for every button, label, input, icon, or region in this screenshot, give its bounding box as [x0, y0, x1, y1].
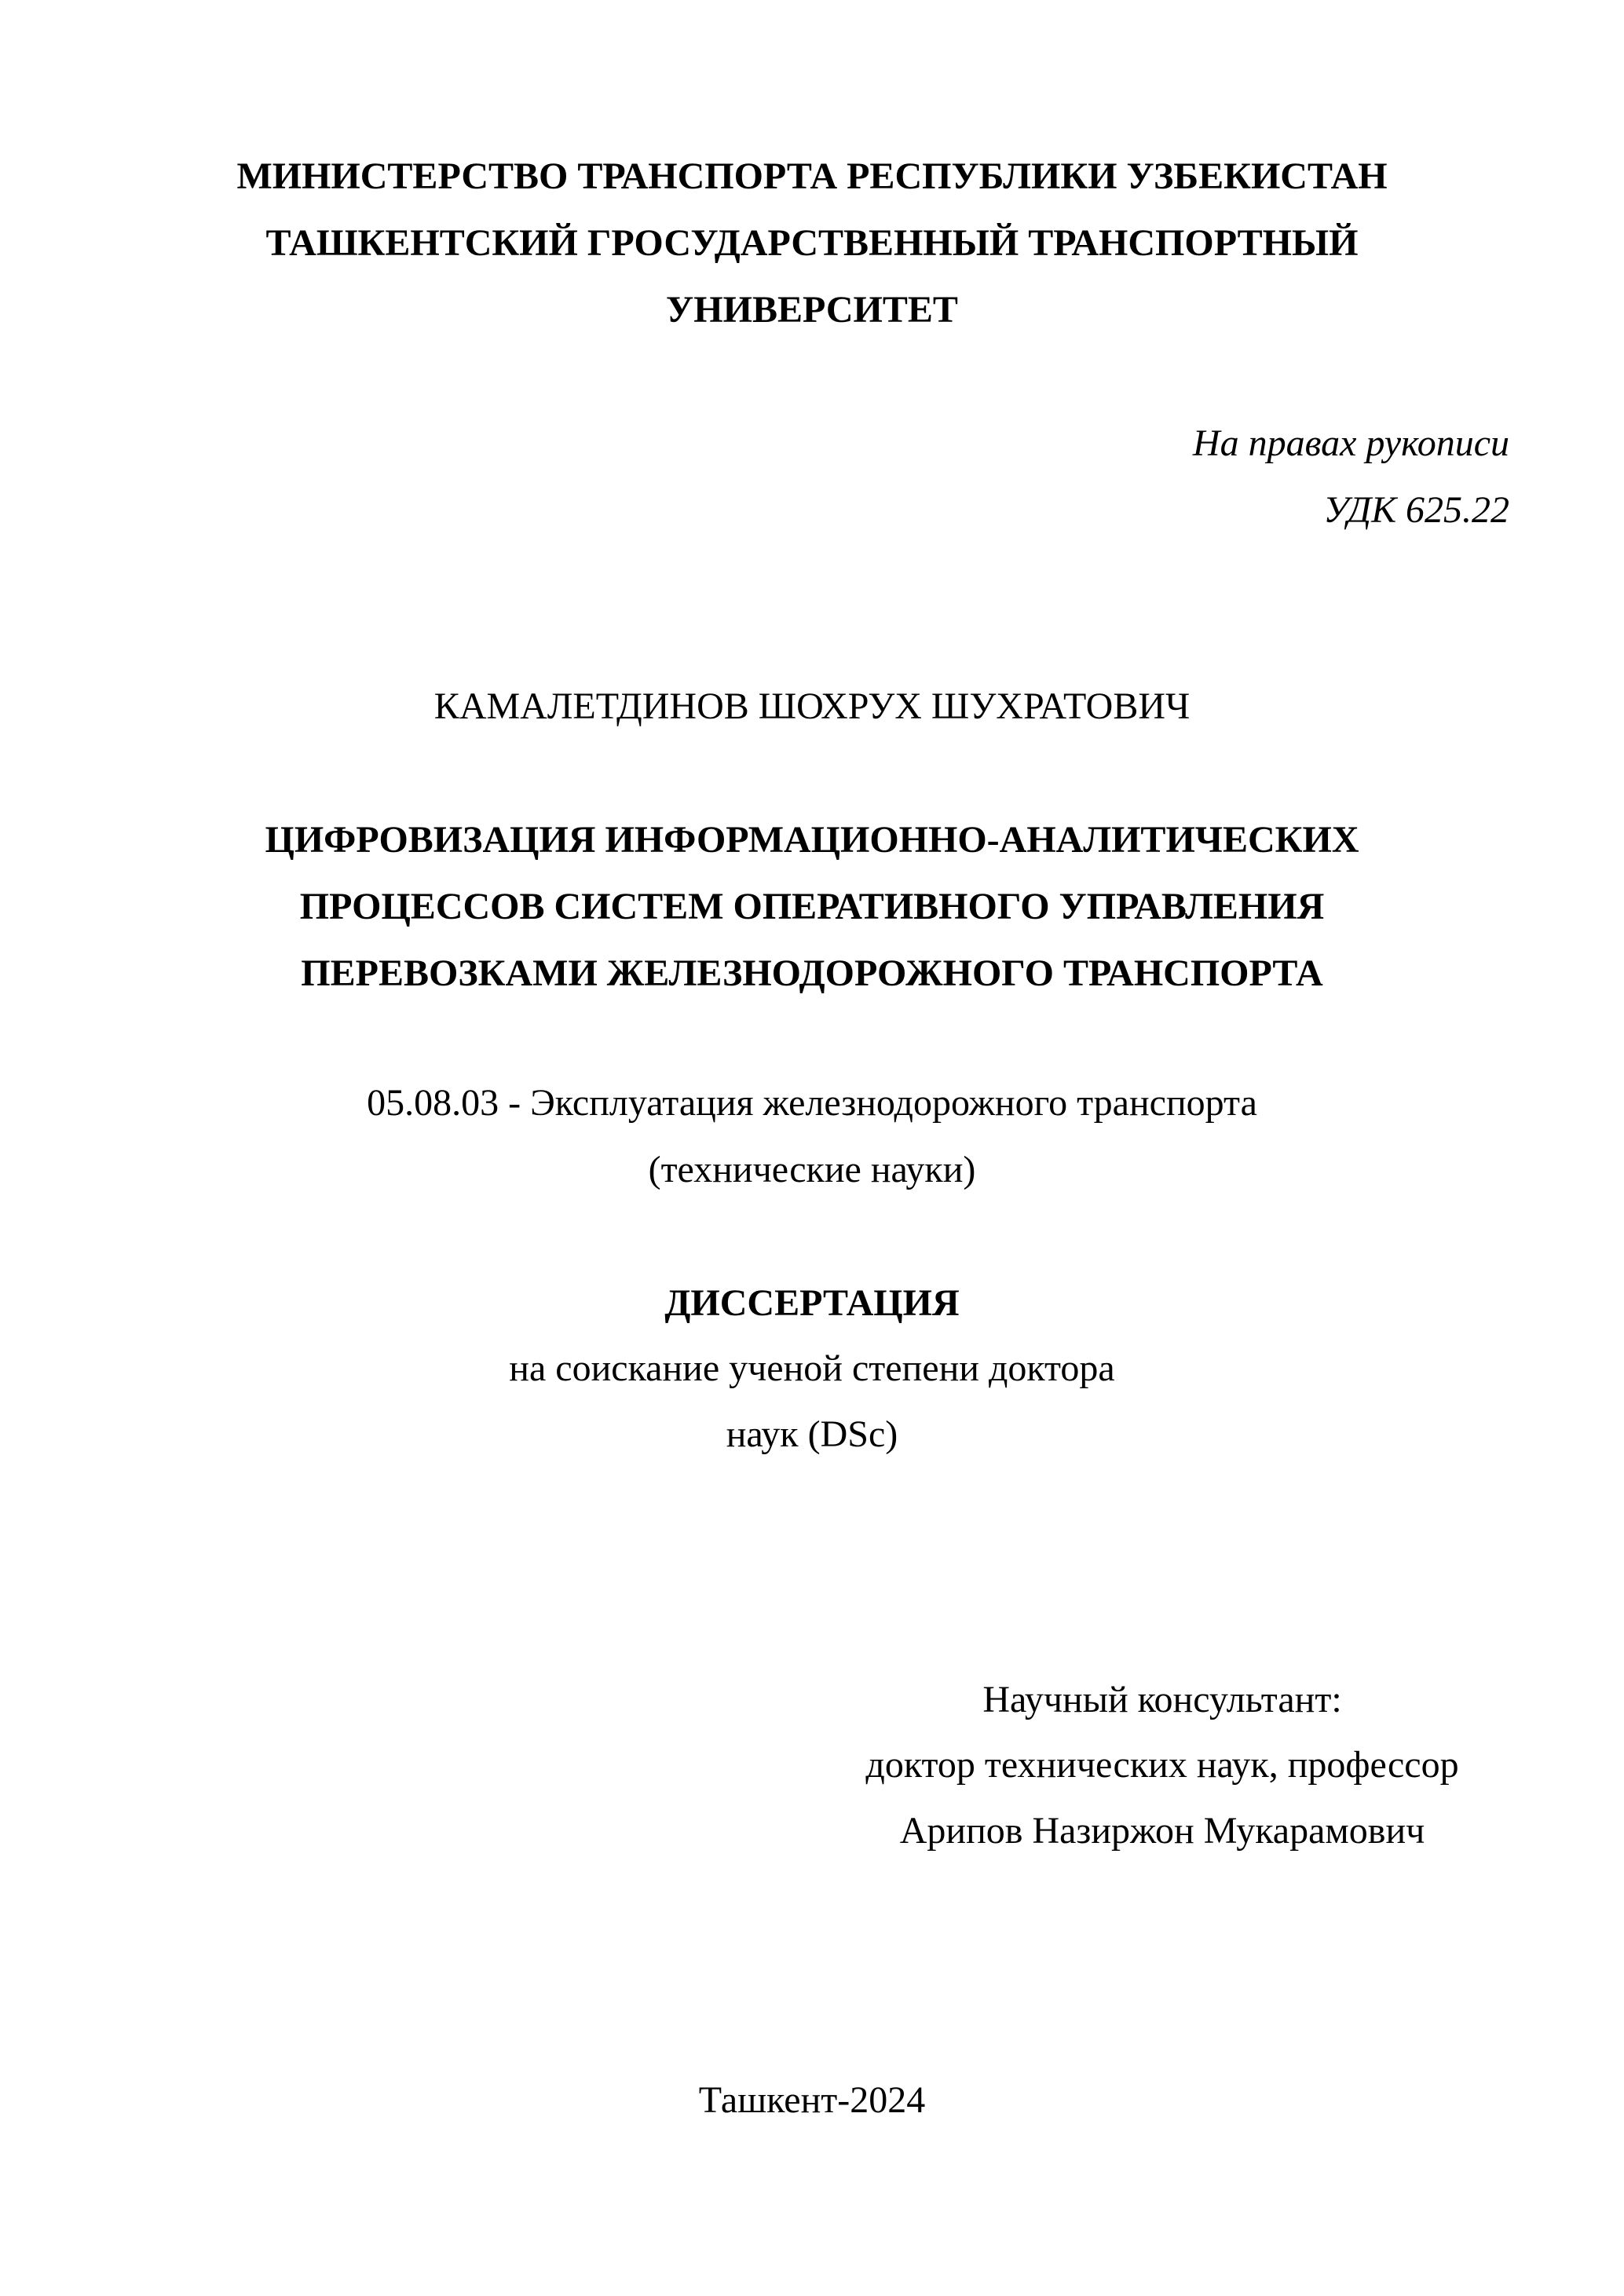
specialty-field: (технические науки) [648, 1149, 976, 1190]
dissertation-title-line-1: ЦИФРОВИЗАЦИЯ ИНФОРМАЦИОННО-АНАЛИТИЧЕСКИХ [265, 819, 1359, 861]
specialty-code: 05.08.03 - Эксплуатация железнодорожного транспорта [367, 1082, 1257, 1124]
udc-code: УДК 625.22 [1323, 489, 1509, 531]
dissertation-title-line-2: ПРОЦЕССОВ СИСТЕМ ОПЕРАТИВНОГО УПРАВЛЕНИЯ [299, 886, 1325, 927]
consultant-degree: доктор технических наук, профессор [865, 1744, 1459, 1786]
degree-line-2: наук (DSc) [726, 1413, 898, 1455]
consultant-label: Научный консультант: [982, 1679, 1342, 1720]
work-type-label: ДИССЕРТАЦИЯ [664, 1282, 960, 1324]
degree-line-1: на соискание ученой степени доктора [509, 1347, 1115, 1389]
dissertation-title-line-3: ПЕРЕВОЗКАМИ ЖЕЛЕЗНОДОРОЖНОГО ТРАНСПОРТА [301, 952, 1323, 994]
university-heading-line-1: ТАШКЕНТСКИЙ ГРОСУДАРСТВЕННЫЙ ТРАНСПОРТНЫЙ [265, 222, 1359, 264]
ministry-heading: МИНИСТЕРСТВО ТРАНСПОРТА РЕСПУБЛИКИ УЗБЕКИСТАН [236, 155, 1388, 197]
manuscript-rights-note: На правах рукописи [1192, 422, 1509, 464]
author-name: КАМАЛЕТДИНОВ ШОХРУХ ШУХРАТОВИЧ [433, 686, 1191, 727]
university-heading-line-2: УНИВЕРСИТЕТ [666, 289, 958, 331]
city-year: Ташкент-2024 [698, 2079, 926, 2121]
consultant-name: Арипов Назиржон Мукарамович [899, 1810, 1425, 1852]
